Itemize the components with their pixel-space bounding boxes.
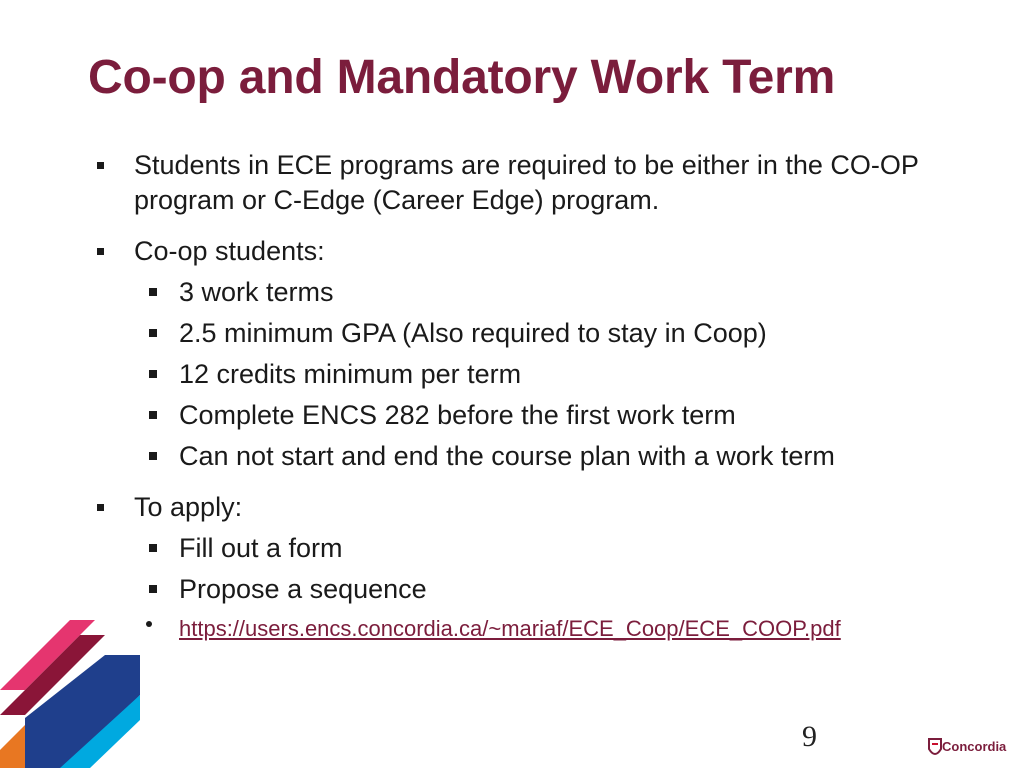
sub-bullet-gpa: [179, 316, 767, 350]
square-bullet-icon: [97, 504, 104, 511]
bullet-coop-students: [134, 234, 934, 269]
sub-bullet-text: 3 work terms: [179, 277, 334, 307]
sub-bullet-sequence: [179, 572, 427, 606]
sub-bullet-text: Propose a sequence: [179, 574, 427, 604]
concordia-logo: [928, 734, 1012, 764]
sub-bullet-work-terms: [179, 275, 334, 309]
bullet-to-apply: [134, 490, 934, 525]
square-bullet-icon: [149, 411, 157, 419]
square-bullet-icon: [149, 544, 157, 552]
square-bullet-icon: [149, 585, 157, 593]
sub-bullet-course-plan: [179, 439, 835, 473]
concordia-shield-icon: [928, 737, 942, 759]
square-bullet-icon: [97, 248, 104, 255]
sub-bullet-text: 2.5 minimum GPA (Also required to stay in Coop): [179, 318, 767, 348]
sub-bullet-text: Fill out a form: [179, 533, 343, 563]
sub-bullet-text: 12 credits minimum per term: [179, 359, 522, 389]
sub-bullet-encs-282: [179, 398, 736, 432]
concordia-wordmark: Concordia: [942, 739, 1007, 754]
square-bullet-icon: [149, 329, 157, 337]
square-bullet-icon: [149, 452, 157, 460]
slide-title: Co-op and Mandatory Work Term: [88, 51, 836, 104]
sub-bullet-text: Complete ENCS 282 before the first work term: [179, 400, 736, 430]
sub-bullet-fill-form: [179, 531, 343, 565]
corner-decoration-graphic: [0, 600, 150, 768]
sub-bullet-text: Can not start and end the course plan with a work term: [179, 441, 835, 471]
bullet-text: To apply:: [134, 492, 243, 522]
coop-pdf-link[interactable]: https://users.encs.concordia.ca/~mariaf/ECE_Coop/ECE_COOP.pdf: [179, 616, 841, 641]
square-bullet-icon: [149, 370, 157, 378]
sub-bullet-link: [179, 610, 841, 646]
square-bullet-icon: [149, 288, 157, 296]
bullet-coop-requirement: [134, 148, 934, 218]
bullet-text: Students in ECE programs are required to be either in the CO-OP program or C-Edge (Career Edge) program.: [134, 150, 919, 215]
orange-stripe: [0, 725, 25, 768]
bullet-text: Co-op students:: [134, 236, 325, 266]
square-bullet-icon: [97, 162, 104, 169]
page-number: 9: [802, 720, 817, 753]
sub-bullet-credits: [179, 357, 521, 391]
